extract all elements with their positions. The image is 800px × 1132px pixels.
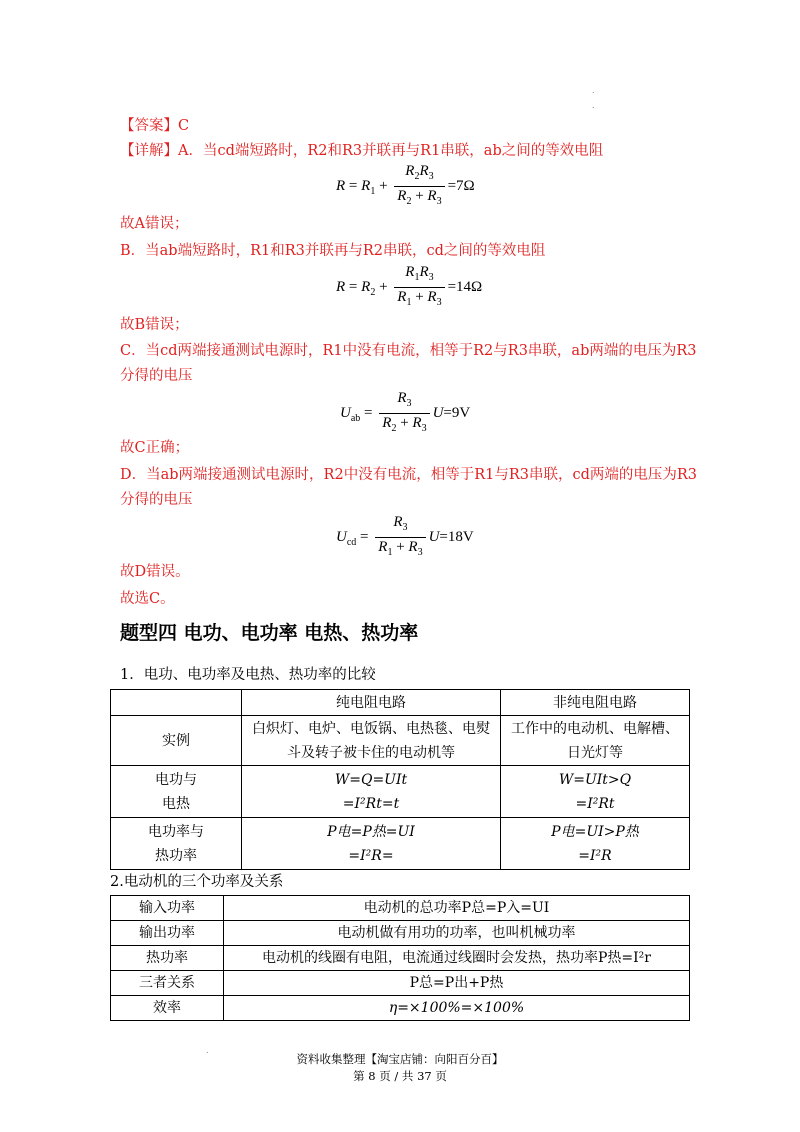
cell-line: 工作中的电动机、电解槽、 [511, 720, 679, 737]
row-label [111, 818, 242, 870]
row-label-line: 电功与 [155, 771, 197, 788]
equation-b-result: =14Ω [447, 278, 483, 295]
subsection-1-title: 1．电功、电功率及电热、热功率的比较 [120, 667, 376, 683]
footer-dot: . [206, 1046, 209, 1055]
page-number: 第 8 页 / 共 37 页 [353, 1069, 447, 1083]
cell-line: W=Q=UIt [334, 771, 408, 788]
cell-line: =I²R= [348, 847, 394, 864]
table-row [111, 896, 690, 921]
subsection-2-title: 2.电动机的三个功率及关系 [110, 874, 284, 890]
detail-b-conclusion: 故B错误； [120, 317, 189, 333]
row-label-line: 电热 [162, 795, 190, 812]
table-row [111, 921, 690, 946]
table-row [111, 818, 690, 870]
row-value: 电动机做有用功的功率，也叫机械功率 [224, 921, 690, 946]
pure-cell [242, 716, 501, 766]
equation-b: $R = R_2$ + $\frac{R_1R_3}{R_1 + R_3}$ =14Ω [336, 264, 483, 308]
row-value: 电动机的总功率P总=P入=UI [224, 896, 690, 921]
nonpure-cell [501, 716, 690, 766]
cell-line: 日光灯等 [567, 744, 623, 761]
cell-line: =I²Rt=t [342, 795, 400, 812]
detail-c-conclusion: 故C正确； [120, 440, 190, 456]
table-row [111, 971, 690, 996]
table-header-cell [111, 690, 242, 716]
pure-cell [242, 818, 501, 870]
answer-value: C [178, 118, 190, 134]
table-header-row [111, 690, 690, 716]
detail-label: 【详解】 [120, 143, 178, 159]
row-label [111, 766, 242, 818]
answer-line [120, 116, 189, 136]
corner-dot: . [592, 101, 595, 110]
table-row [111, 716, 690, 766]
final-answer: 故选C。 [120, 591, 175, 607]
detail-c-text-1: C．当cd两端接通测试电源时，R1中没有电流，相等于R2与R3串联，ab两端的电压为R3 [120, 343, 697, 359]
comparison-table [110, 689, 690, 870]
row-label: 效率 [111, 996, 224, 1021]
cell-line: P电=UI>P热 [551, 823, 639, 840]
footer-source: 资料收集整理【淘宝店铺：向阳百分百】 [296, 1052, 504, 1066]
nonpure-cell [501, 818, 690, 870]
section-title: 题型四 电功、电功率 电热、热功率 [120, 622, 419, 644]
detail-a-text [120, 141, 603, 161]
row-label-line: 实例 [162, 732, 190, 749]
detail-b-text: B．当ab端短路时，R1和R3并联再与R2串联，cd之间的等效电阻 [120, 243, 546, 259]
equation-d-result: =18V [439, 528, 474, 545]
detail-d-text-2: 分得的电压 [120, 492, 193, 508]
cell-line: P电=P热=UI [327, 823, 415, 840]
table-row [111, 996, 690, 1021]
row-label [111, 716, 242, 766]
equation-a-result: =7Ω [447, 177, 475, 194]
row-label: 输出功率 [111, 921, 224, 946]
equation-c: $U_{ab}$ = $\frac{R_3}{R_2 + R_3}$ U=9V [340, 390, 471, 434]
row-label-line: 热功率 [155, 847, 197, 864]
row-label: 热功率 [111, 946, 224, 971]
row-value: η=×100%=×100% [224, 996, 690, 1021]
row-label: 输入功率 [111, 896, 224, 921]
table-row [111, 766, 690, 818]
cell-line: =I²R [578, 847, 612, 864]
equation-c-result: =9V [443, 404, 471, 421]
detail-a-conclusion: 故A错误； [120, 216, 189, 232]
equation-a: $R = R_1$ + $\frac{R_2R_3}{R_2 + R_3}$ =7Ω [336, 163, 475, 207]
equation-d: $U_{cd}$ = $\frac{R_3}{R_1 + R_3}$ U=18V [336, 514, 474, 558]
corner-dot: . [592, 86, 595, 95]
detail-c-text-2: 分得的电压 [120, 368, 193, 384]
table-row [111, 946, 690, 971]
row-label: 三者关系 [111, 971, 224, 996]
nonpure-cell [501, 766, 690, 818]
row-value: 电动机的线圈有电阻，电流通过线圈时会发热，热功率P热=I²r [224, 946, 690, 971]
detail-d-conclusion: 故D错误。 [120, 564, 190, 580]
table-header-cell: 纯电阻电路 [242, 690, 501, 716]
table-header-cell: 非纯电阻电路 [501, 690, 690, 716]
cell-line: =I²Rt [575, 795, 615, 812]
row-label-line: 电功率与 [148, 823, 204, 840]
motor-power-table [110, 895, 690, 1021]
pure-cell [242, 766, 501, 818]
answer-label: 【答案】 [120, 118, 178, 134]
row-value: P总=P出+P热 [224, 971, 690, 996]
cell-line: 斗及转子被卡住的电动机等 [287, 744, 455, 761]
detail-d-text-1: D．当ab两端接通测试电源时，R2中没有电流，相等于R1与R3串联，cd两端的电压为R3 [120, 467, 698, 483]
detail-a-statement: A．当cd端短路时，R2和R3并联再与R1串联，ab之间的等效电阻 [178, 143, 604, 159]
cell-line: W=UIt>Q [558, 771, 632, 788]
cell-line: 白炽灯、电炉、电饭锅、电热毯、电熨 [252, 720, 490, 737]
